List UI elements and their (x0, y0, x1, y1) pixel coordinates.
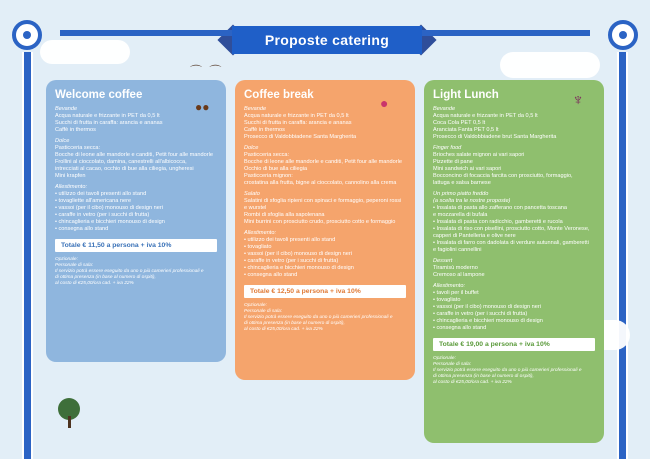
list-item: e wurstel (244, 205, 267, 211)
note-label: Opzionale: (55, 257, 78, 262)
note-label: Opzionale: (433, 356, 456, 361)
note-line: di ottima presenza (in base al numero di ospiti), (244, 321, 345, 326)
list-item: • vassoi (per il cibo) monouso di design neri (433, 304, 541, 310)
card-title: Welcome coffee (55, 89, 143, 101)
list-item: • caraffe in vetro (per i succhi di frutta) (433, 311, 528, 317)
section-label: Dolce (244, 145, 259, 151)
section-sublabel: (a scelta tra le nostre proposte) (433, 198, 511, 204)
list-item: Pizzette di pane (433, 159, 473, 165)
list-item: • utilizzo dei tavoli presenti allo stand (244, 237, 336, 243)
birds-icon: ⌒ ⌒ (190, 64, 224, 78)
card-title: Light Lunch (433, 89, 499, 101)
price-total: Totale € 12,50 a persona + iva 10% (244, 285, 406, 298)
list-item: • chincaglieria e bicchieri monouso di design (244, 265, 354, 271)
note-line: Il servizio potrà essere eseguito da uno o più camerieri professionali e (244, 315, 393, 320)
section-label: Allestimento: (433, 283, 466, 289)
list-item: • caraffe in vetro (per i succhi di frutta) (244, 258, 339, 264)
list-item: Pasticceria secca: (55, 145, 101, 151)
list-item: • tavoli per il buffet (433, 290, 479, 296)
list-item: intrecciati al cacao, occhio di bue alla ciliegia, ungheresi (55, 166, 194, 172)
list-item: • utilizzo dei tavoli presenti allo stand (55, 191, 147, 197)
note-line: Il servizio potrà essere eseguito da uno o più camerieri professionali e (433, 368, 582, 373)
list-item: • chincaglieria e bicchieri monouso di design (55, 219, 165, 225)
section-label: Allestimento: (55, 184, 88, 190)
list-item: crostatina alla frutta, bigne al cioccolato, cannolino alla crema (244, 180, 397, 186)
note-line: Personale di sala: (433, 362, 472, 367)
map-pin-left-icon (12, 20, 42, 50)
wine-glass-icon: ♆ (572, 92, 584, 109)
list-item: • vassoi (per il cibo) monouso di design neri (244, 251, 352, 257)
list-item: e fagiolini cannellini (433, 247, 482, 253)
list-item: Frollini al cioccolato, damina, canestrelli all'albicocca, (55, 159, 187, 165)
note-line: al costo di €25,00/ora cad. + iva 22% (244, 327, 323, 332)
list-item: Bocche di leone alle mandorle e canditi, Petit four alle mandorle (55, 152, 213, 158)
section-label: Dolce (55, 138, 70, 144)
section-label: Allestimento: (244, 230, 277, 236)
note-line: Personale di sala: (244, 309, 283, 314)
note-line: al costo di €25,00/ora cad. + iva 22% (433, 380, 512, 385)
section-label: Salato (244, 191, 260, 197)
cloud (500, 52, 600, 78)
list-item: capperi di Pantelleria e olive nere (433, 233, 516, 239)
note-line: Il servizio potrà essere eseguito da uno o più camerieri professionali e (55, 269, 204, 274)
list-item: Pasticceria mignon: (244, 173, 293, 179)
list-item: Caffè in thermos (244, 127, 285, 133)
list-item: • vassoi (per il cibo) monouso di design neri (55, 205, 163, 211)
road-right (617, 52, 628, 459)
list-item: • consegna allo stand (433, 325, 487, 331)
note-line: Personale di sala: (55, 263, 94, 268)
list-item: Bocche di leone alle mandorle e canditi, Petit four alle mandorle (244, 159, 402, 165)
section-label: Bevande (433, 106, 456, 112)
list-item: lattuga e salsa barnese (433, 180, 491, 186)
list-item: • Insalata di farro con dadolata di verdure autunnali, gamberetti (433, 240, 589, 246)
card-light-lunch (424, 80, 604, 443)
list-item: • tovagliato (244, 244, 272, 250)
list-item: Mini sandwich ai vari sapori (433, 166, 502, 172)
list-item: • consegna allo stand (55, 226, 109, 232)
list-item: Prosecco di Valdobbiadene brut Santa Margherita (433, 134, 557, 140)
list-item: e mozzarella di bufala (433, 212, 488, 218)
list-item: Rombi di sfoglia alla sapolenana (244, 212, 325, 218)
tree-trunk (68, 416, 71, 428)
list-item: • consegna allo stand (244, 272, 298, 278)
note-label: Opzionale: (244, 303, 267, 308)
card-welcome-coffee (46, 80, 226, 362)
section-label: Bevande (244, 106, 267, 112)
list-item: Mini burrini con prosciutto crudo, prosciutto cotto e formaggio (244, 219, 396, 225)
list-item: Pasticceria secca: (244, 152, 290, 158)
list-item: Succhi di frutta in caraffa: arancia e ananas (55, 120, 163, 126)
note-line: di ottima presenza (in base al numero di ospiti), (433, 374, 534, 379)
list-item: • caraffe in vetro (per i succhi di frutta) (55, 212, 150, 218)
coffee-beans-icon: ●● (195, 100, 210, 114)
list-item: Acqua naturale e frizzante in PET da 0,5 lt (244, 113, 349, 119)
list-item: Bocconcino di focaccia farcita con prosciutto, formaggio, (433, 173, 573, 179)
section-label: Un primo piatto freddo (433, 191, 489, 197)
cupcake-icon: ● (380, 95, 389, 111)
list-item: Occhio di bue alla ciliegia (244, 166, 308, 172)
list-item: Mini krapfen (55, 173, 86, 179)
list-item: • Insalata di riso con pisellini, prosciutto cotto, Monte Veronese, (433, 226, 590, 232)
section-label: Dessert (433, 258, 453, 264)
map-pin-right-icon (608, 20, 638, 50)
list-item: Succhi di frutta in caraffa: arancia e ananas (244, 120, 352, 126)
price-total: Totale € 11,50 a persona + iva 10% (55, 239, 217, 252)
list-item: Acqua naturale e frizzante in PET da 0,5 lt (433, 113, 538, 119)
list-item: Cremoso al lampone (433, 272, 485, 278)
list-item: • Insalata di pasta allo zafferano con pancetta toscana (433, 205, 568, 211)
list-item: Coca Cola PET 0,5 lt (433, 120, 486, 126)
section-label: Bevande (55, 106, 78, 112)
list-item: Salatini di sfoglia ripieni con spinaci e formaggio, peperoni rossi (244, 198, 402, 204)
note-line: di ottima presenza (in base al numero di ospiti), (55, 275, 156, 280)
list-item: Tiramisù moderno (433, 265, 478, 271)
page-title: Proposte catering (232, 26, 422, 54)
list-item: Aranciata Fanta PET 0,5 lt (433, 127, 499, 133)
price-total: Totale € 19,00 a persona + iva 10% (433, 338, 595, 351)
list-item: Prosecco di Valdobbiadene Santa Margherita (244, 134, 357, 140)
section-label: Finger food (433, 145, 462, 151)
list-item: • tovagliato (433, 297, 461, 303)
card-coffee-break (235, 80, 415, 380)
list-item: Caffè in thermos (55, 127, 96, 133)
list-item: Brioches salate mignon ai vari sapori (433, 152, 525, 158)
list-item: • Insalata di pasta con radicchio, gamberetti e rucola (433, 219, 563, 225)
road-left (22, 52, 33, 459)
list-item: • chincaglieria e bicchieri monouso di design (433, 318, 543, 324)
cloud (40, 40, 130, 64)
note-line: al costo di €25,00/ora cad. + iva 22% (55, 281, 134, 286)
list-item: • tovagliette all'americana nere (55, 198, 132, 204)
list-item: Acqua naturale e frizzante in PET da 0,5 lt (55, 113, 160, 119)
card-title: Coffee break (244, 89, 314, 101)
